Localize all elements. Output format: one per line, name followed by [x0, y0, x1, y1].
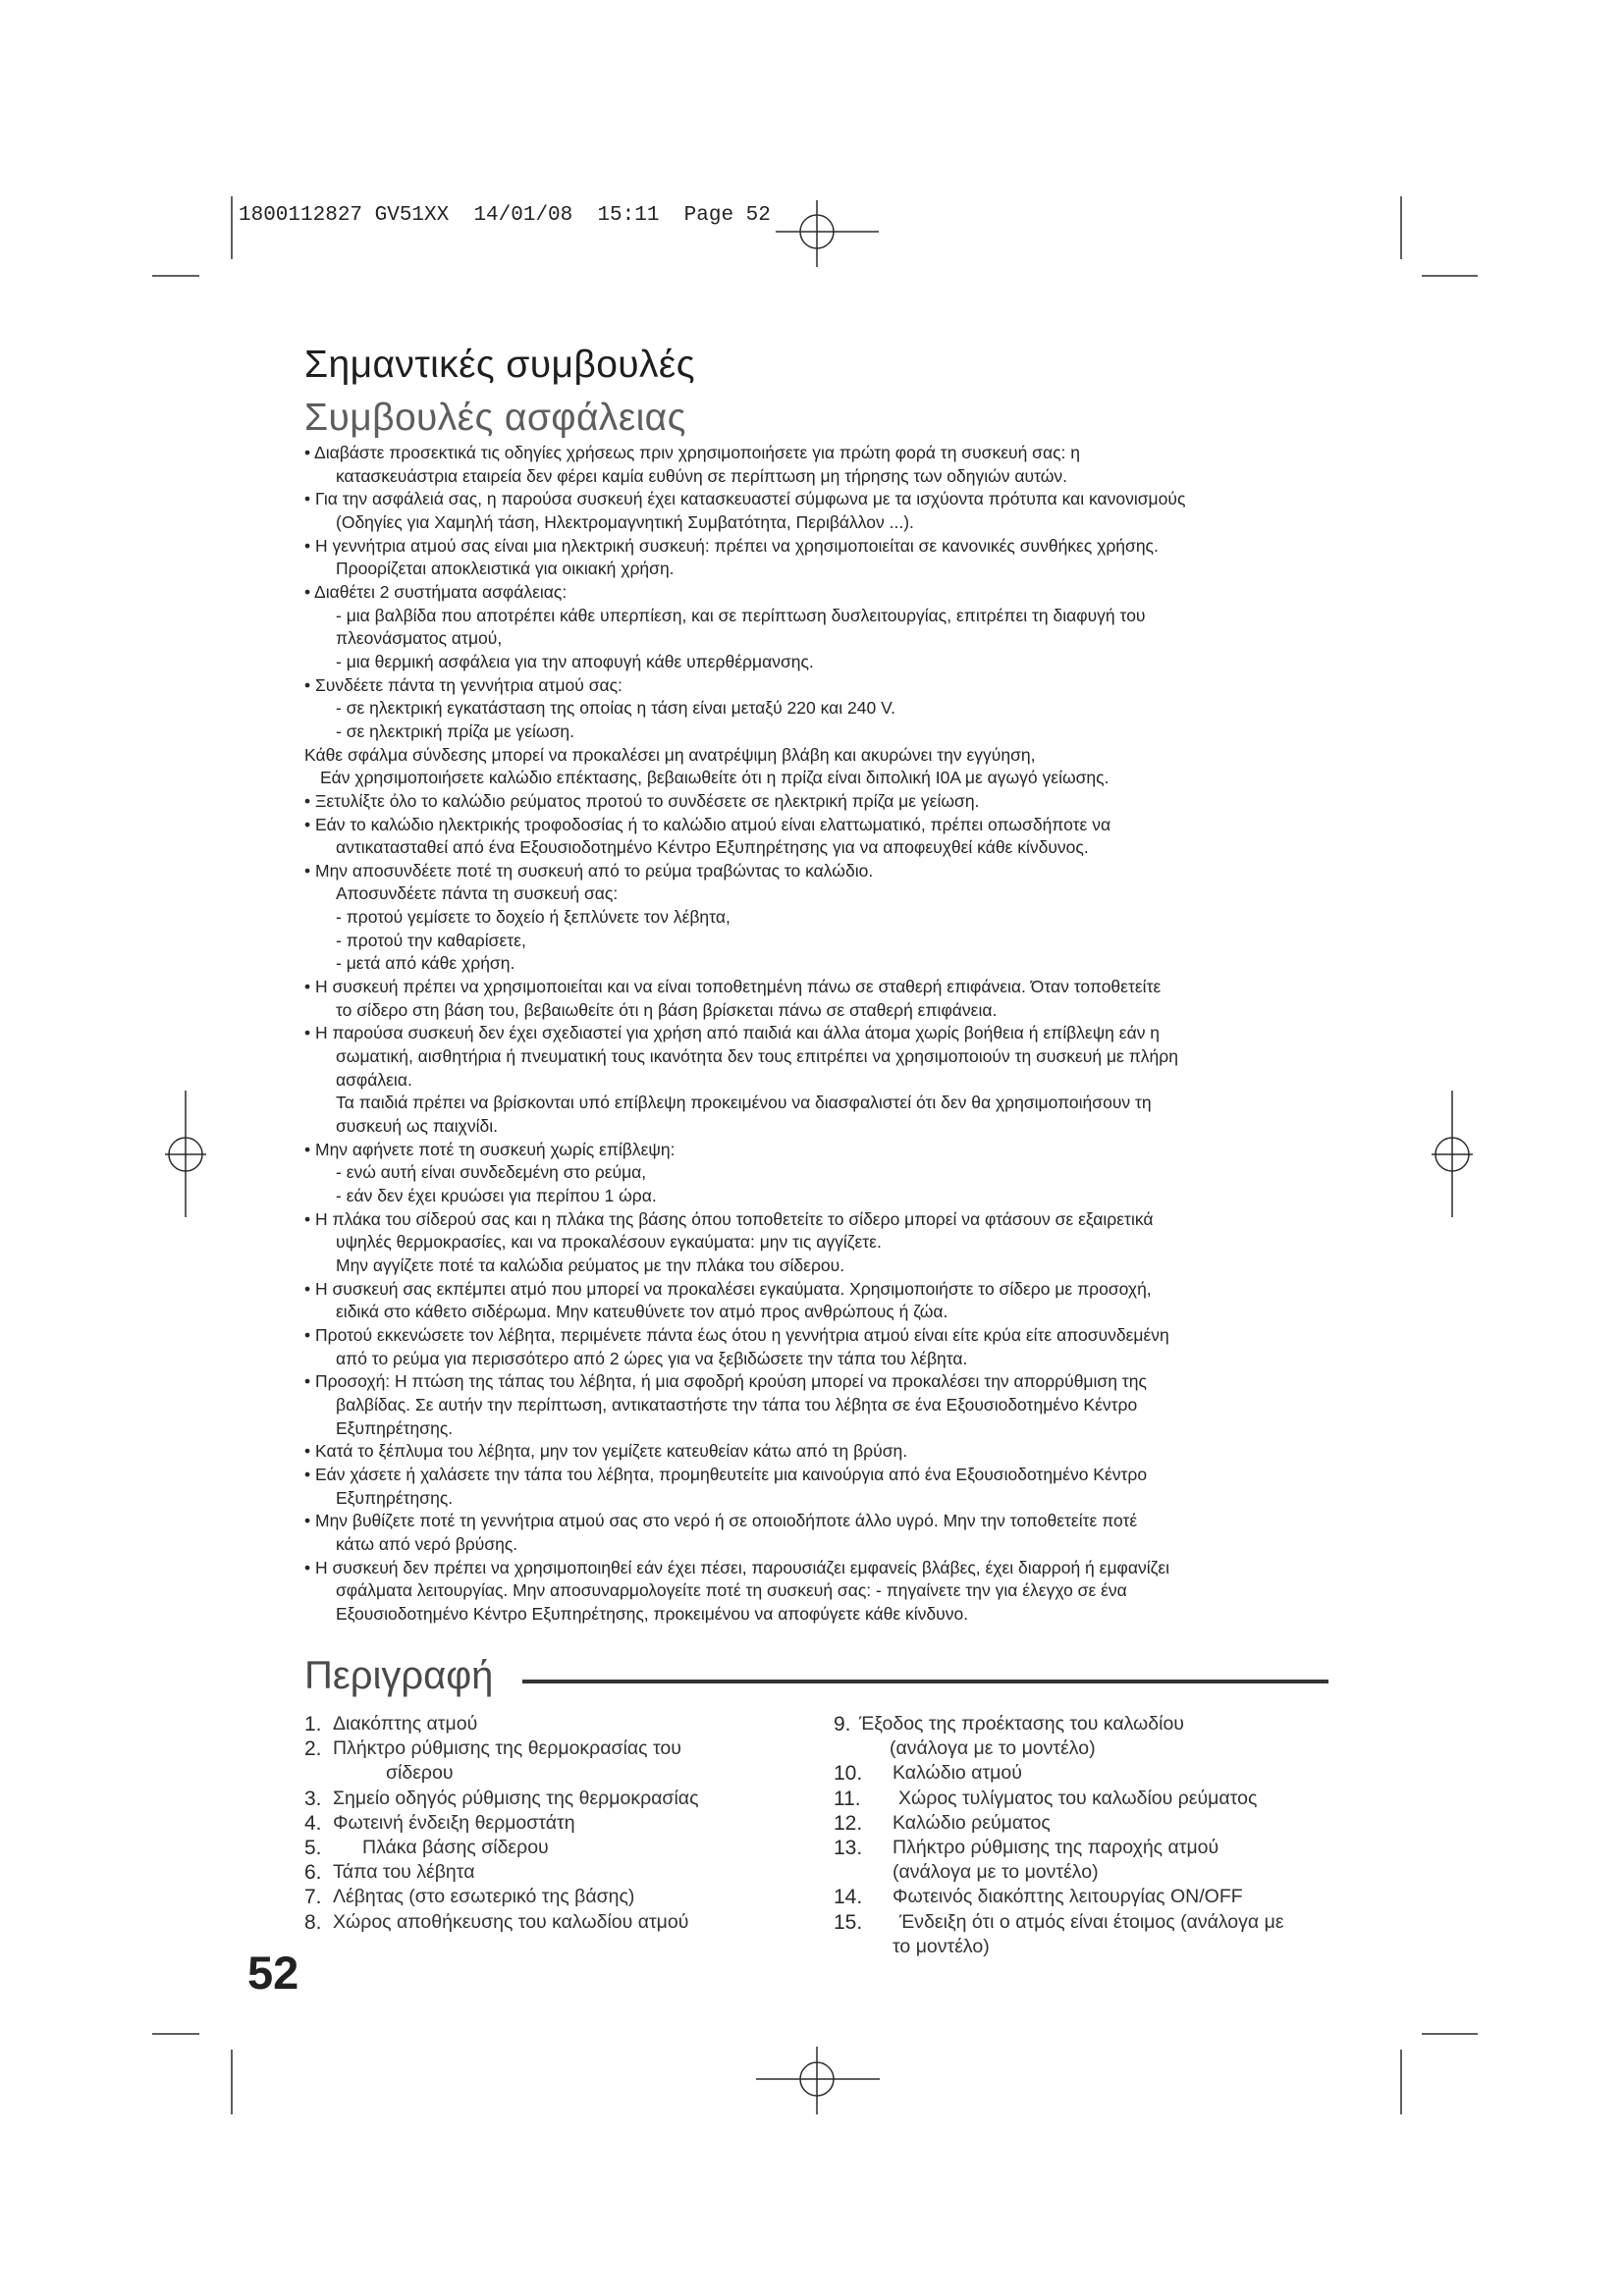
part-number: 8.: [304, 1910, 322, 1934]
safety-line: κάτω από νερό βρύσης.: [336, 1533, 518, 1554]
safety-bullet-line: • Η συσκευή πρέπει να χρησιμοποιείται και να είναι τοποθετημένη πάνω σε σταθερή επιφάνεια. Όταν τοποθετείτε: [304, 977, 1162, 997]
safety-bullet-line: • Μην αφήνετε ποτέ τη συσκευή χωρίς επίβλεψη:: [304, 1139, 676, 1159]
part-number: 6.: [304, 1861, 322, 1885]
part-label: Φωτεινή ένδειξη θερμοστάτη: [333, 1811, 575, 1834]
safety-bullet-line: • Προσοχή: Η πτώση της τάπας του λέβητα, ή μια σφοδρή κρούση μπορεί να προκαλέσει την απορρύθμιση της: [304, 1371, 1147, 1392]
heading-rule: [522, 1680, 1328, 1683]
safety-line: κατασκευάστρια εταιρεία δεν φέρει καμία ευθύνη σε περίπτωση μη τήρησης των οδηγιών αυτών.: [336, 465, 1068, 486]
safety-line: Αποσυνδέετε πάντα τη συσκευή σας:: [336, 883, 619, 904]
part-item: [0, 1787, 1624, 1811]
part-label: το μοντέλο): [893, 1935, 990, 1957]
part-label: (ανάλογα με το μοντέλο): [890, 1737, 1096, 1760]
page-title: Σημαντικές συμβουλές: [304, 344, 695, 386]
safety-line: - προτού την καθαρίσετε,: [336, 930, 526, 950]
part-label: Χώρος αποθήκευσης του καλωδίου ατμού: [333, 1910, 689, 1933]
safety-line: - εάν δεν έχει κρυώσει για περίπου 1 ώρα.: [336, 1186, 657, 1205]
part-number: 15.: [834, 1910, 863, 1934]
part-number: 4.: [304, 1811, 322, 1835]
parts-list: [0, 1712, 1624, 1967]
safety-line: - σε ηλεκτρική πρίζα με γείωση.: [336, 721, 574, 741]
safety-tips: [0, 442, 1624, 1626]
safety-line: συσκευή ως παιχνίδι.: [336, 1116, 498, 1137]
safety-bullet-line: • Κατά το ξέπλυμα του λέβητα, μην τον γεμίζετε κατευθείαν κάτω από τη βρύση.: [304, 1441, 908, 1462]
safety-line: Εξυπηρέτησης.: [336, 1417, 454, 1438]
part-item: [0, 1761, 1624, 1786]
safety-line: Εξυπηρέτησης.: [336, 1487, 454, 1508]
part-item: [0, 1885, 1624, 1909]
safety-line: Κάθε σφάλμα σύνδεσης μπορεί να προκαλέσει μη ανατρέψιμη βλάβη και ακυρώνει την εγγύηση,: [304, 744, 1036, 765]
part-label: Καλώδιο ατμού: [893, 1762, 1022, 1785]
safety-bullet-line: • Συνδέετε πάντα τη γεννήτρια ατμού σας:: [304, 674, 623, 695]
safety-bullet-line: • Διαβάστε προσεκτικά τις οδηγίες χρήσεως πριν χρησιμοποιήσετε για πρώτη φορά τη συσκευή σας: η: [304, 443, 1080, 462]
safety-bullet-line: • Εάν το καλώδιο ηλεκτρικής τροφοδοσίας ή το καλώδιο ατμού είναι ελαττωματικό, πρέπει οπωσδήποτε να: [304, 814, 1111, 834]
safety-line: - μια θερμική ασφάλεια για την αποφυγή κάθε υπερθέρμανσης.: [336, 651, 814, 671]
safety-line: πλεονάσματος ατμού,: [336, 628, 503, 649]
safety-line: - σε ηλεκτρική εγκατάσταση της οποίας η τάση είναι μεταξύ 220 και 240 V.: [336, 698, 896, 719]
safety-line: υψηλές θερμοκρασίες, και να προκαλέσουν εγκαύματα: μην τις αγγίζετε.: [336, 1232, 882, 1253]
part-label: Σημείο οδηγός ρύθμισης της θερμοκρασίας: [333, 1787, 699, 1809]
part-number: 11.: [834, 1787, 861, 1810]
registration-mark-bottom: [756, 2047, 880, 2114]
safety-bullet-line: • Η συσκευή δεν πρέπει να χρησιμοποιηθεί εάν έχει πέσει, παρουσιάζει εμφανείς βλάβες, έχει διαρροή ή εμφανίζει: [304, 1557, 1170, 1577]
part-label: Πλήκτρο ρύθμισης της θερμοκρασίας του: [333, 1737, 681, 1760]
part-item: [0, 1836, 1624, 1860]
part-number: 1.: [304, 1713, 322, 1735]
safety-line: (Οδηγίες για Χαμηλή τάση, Ηλεκτρομαγνητική Συμβατότητα, Περιβάλλον ...).: [336, 511, 914, 532]
safety-line: - ενώ αυτή είναι συνδεδεμένη στο ρεύμα,: [336, 1162, 647, 1183]
part-number: 5.: [304, 1837, 322, 1859]
safety-line: βαλβίδας. Σε αυτήν την περίπτωση, αντικαταστήστε την τάπα του λέβητα σε ένα Εξουσιοδοτημένο Κέντρο: [336, 1394, 1138, 1415]
part-label: Φωτεινός διακόπτης λειτουργίας ON/OFF: [893, 1886, 1243, 1908]
part-item-continuation: [0, 1935, 1624, 1959]
safety-line: Μην αγγίζετε ποτέ τα καλώδια ρεύματος με την πλάκα του σίδερου.: [336, 1255, 845, 1275]
part-item: [0, 1811, 1624, 1836]
safety-bullet-line: • Μην βυθίζετε ποτέ τη γεννήτρια ατμού σας στο νερό ή σε οποιοδήποτε άλλο υγρό. Μην την τοποθετείτε ποτέ: [304, 1511, 1138, 1531]
safety-line: - μια βαλβίδα που αποτρέπει κάθε υπερπίεση, και σε περίπτωση δυσλειτουργίας, επιτρέπει τη διαφυγή του: [336, 605, 1146, 625]
part-label: σίδερου: [386, 1762, 454, 1785]
registration-mark-top: [776, 200, 879, 267]
description-heading: Περιγραφή: [304, 1654, 494, 1697]
part-number: 13.: [834, 1837, 863, 1859]
part-number: 14.: [834, 1886, 863, 1909]
part-number: 9.: [834, 1713, 851, 1735]
part-label: Καλώδιο ρεύματος: [893, 1811, 1051, 1834]
part-label: Λέβητας (στο εσωτερικό της βάσης): [333, 1886, 635, 1908]
safety-bullet-line: • Διαθέτει 2 συστήματα ασφάλειας:: [304, 581, 568, 602]
part-label: Πλήκτρο ρύθμισης της παροχής ατμού: [893, 1837, 1219, 1858]
safety-line: αντικατασταθεί από ένα Εξουσιοδοτημένο Κέντρο Εξυπηρέτησης για να αποφευχθεί κάθε κίνδυνος.: [336, 837, 1089, 858]
part-item-continuation: [0, 1736, 1624, 1761]
safety-line: - μετά από κάθε χρήση.: [336, 953, 515, 974]
safety-bullet-line: • Για την ασφάλειά σας, η παρούσα συσκευή έχει κατασκευαστεί σύμφωνα με τα ισχύοντα πρότυπα και κανονισμούς: [304, 489, 1186, 509]
safety-line: το σίδερο στη βάση του, βεβαιωθείτε ότι η βάση βρίσκεται πάνω σε σταθερή επιφάνεια.: [336, 999, 998, 1020]
safety-bullet-line: • Η γεννήτρια ατμού σας είναι μια ηλεκτρική συσκευή: πρέπει να χρησιμοποιείται σε κανονικές συνθήκες χρήσης.: [304, 535, 1159, 556]
part-number: 7.: [304, 1886, 322, 1909]
safety-bullet-line: • Προτού εκκενώσετε τον λέβητα, περιμένετε πάντα έως ότου η γεννήτρια ατμού είναι είτε κρύα είτε αποσυνδεμένη: [304, 1324, 1169, 1345]
safety-line: σωματική, αισθητήρια ή πνευματική τους ικανότητα δεν τους επιτρέπει να χρησιμοποιούν τη συσκευή με πλήρη: [336, 1046, 1178, 1067]
part-number: 2.: [304, 1737, 322, 1761]
part-item: [0, 1910, 1624, 1935]
part-number: 3.: [304, 1787, 322, 1810]
print-slug: 1800112827 GV51XX 14/01/08 15:11 Page 52: [239, 204, 771, 227]
safety-line: Τα παιδιά πρέπει να βρίσκονται υπό επίβλεψη προκειμένου να διασφαλιστεί ότι δεν θα χρησιμοποιήσουν τη: [336, 1093, 1152, 1113]
part-label: Έξοδος της προέκτασης του καλωδίου: [859, 1713, 1184, 1735]
safety-bullet-line: • Η παρούσα συσκευή δεν έχει σχεδιαστεί για χρήση από παιδιά και άλλα άτομα χωρίς βοήθεια ή επίβλεψη εάν η: [304, 1023, 1161, 1043]
safety-heading: Συμβουλές ασφάλειας: [304, 397, 686, 439]
safety-bullet-line: • Η συσκευή σας εκπέμπει ατμό που μπορεί να προκαλέσει εγκαύματα. Χρησιμοποιήστε το σίδερο με προσοχή,: [304, 1278, 1152, 1299]
safety-line: Εάν χρησιμοποιήσετε καλώδιο επέκτασης, βεβαιωθείτε ότι η πρίζα είναι διπολική I0A με αγωγό γείωσης.: [320, 768, 1110, 788]
safety-bullet-line: • Ξετυλίξτε όλο το καλώδιο ρεύματος προτού το συνδέσετε σε ηλεκτρική πρίζα με γείωση.: [304, 790, 980, 811]
part-label: Χώρος τυλίγματος του καλωδίου ρεύματος: [898, 1787, 1258, 1809]
safety-line: ειδικά στο κάθετο σιδέρωμα. Μην κατευθύνετε τον ατμό προς ανθρώπους ή ζώα.: [336, 1302, 948, 1322]
part-label: Τάπα του λέβητα: [333, 1861, 475, 1884]
safety-bullet-line: • Εάν χάσετε ή χαλάσετε την τάπα του λέβητα, προμηθευτείτε μια καινούργια από ένα Εξουσιοδοτημένο Κέντρο: [304, 1464, 1148, 1484]
part-label: Διακόπτης ατμού: [333, 1713, 478, 1735]
part-number: 10.: [834, 1762, 863, 1786]
safety-line: ασφάλεια.: [336, 1069, 412, 1090]
part-label: (ανάλογα με το μοντέλο): [893, 1861, 1099, 1884]
part-number: 12.: [834, 1811, 863, 1835]
safety-line: Εξουσιοδοτημένο Κέντρο Εξυπηρέτησης, προκειμένου να αποφύγετε κάθε κίνδυνο.: [336, 1603, 969, 1624]
part-item-continuation: [0, 1860, 1624, 1885]
page-number: 52: [247, 1947, 299, 1999]
safety-line: από το ρεύμα για περισσότερο από 2 ώρες για να ξεβιδώσετε την τάπα του λέβητα.: [336, 1348, 968, 1368]
safety-line: σφάλματα λειτουργίας. Μην αποσυναρμολογείτε ποτέ τη συσκευή σας: - πηγαίνετε την για έλεγχο σε ένα: [336, 1580, 1127, 1601]
safety-bullet-line: • Η πλάκα του σίδερού σας και η πλάκα της βάσης όπου τοποθετείτε το σίδερο μπορεί να φτάσουν σε εξαιρετικά: [304, 1208, 1154, 1229]
safety-line: Προορίζεται αποκλειστικά για οικιακή χρήση.: [336, 559, 675, 579]
part-item: [0, 1712, 1624, 1736]
safety-bullet-line: • Μην αποσυνδέετε ποτέ τη συσκευή από το ρεύμα τραβώντας το καλώδιο.: [304, 860, 874, 881]
part-label: Πλάκα βάσης σίδερου: [362, 1837, 549, 1858]
safety-line: - προτού γεμίσετε το δοχείο ή ξεπλύνετε τον λέβητα,: [336, 907, 731, 928]
part-label: Ένδειξη ότι ο ατμός είναι έτοιμος (ανάλογα με: [899, 1910, 1284, 1933]
